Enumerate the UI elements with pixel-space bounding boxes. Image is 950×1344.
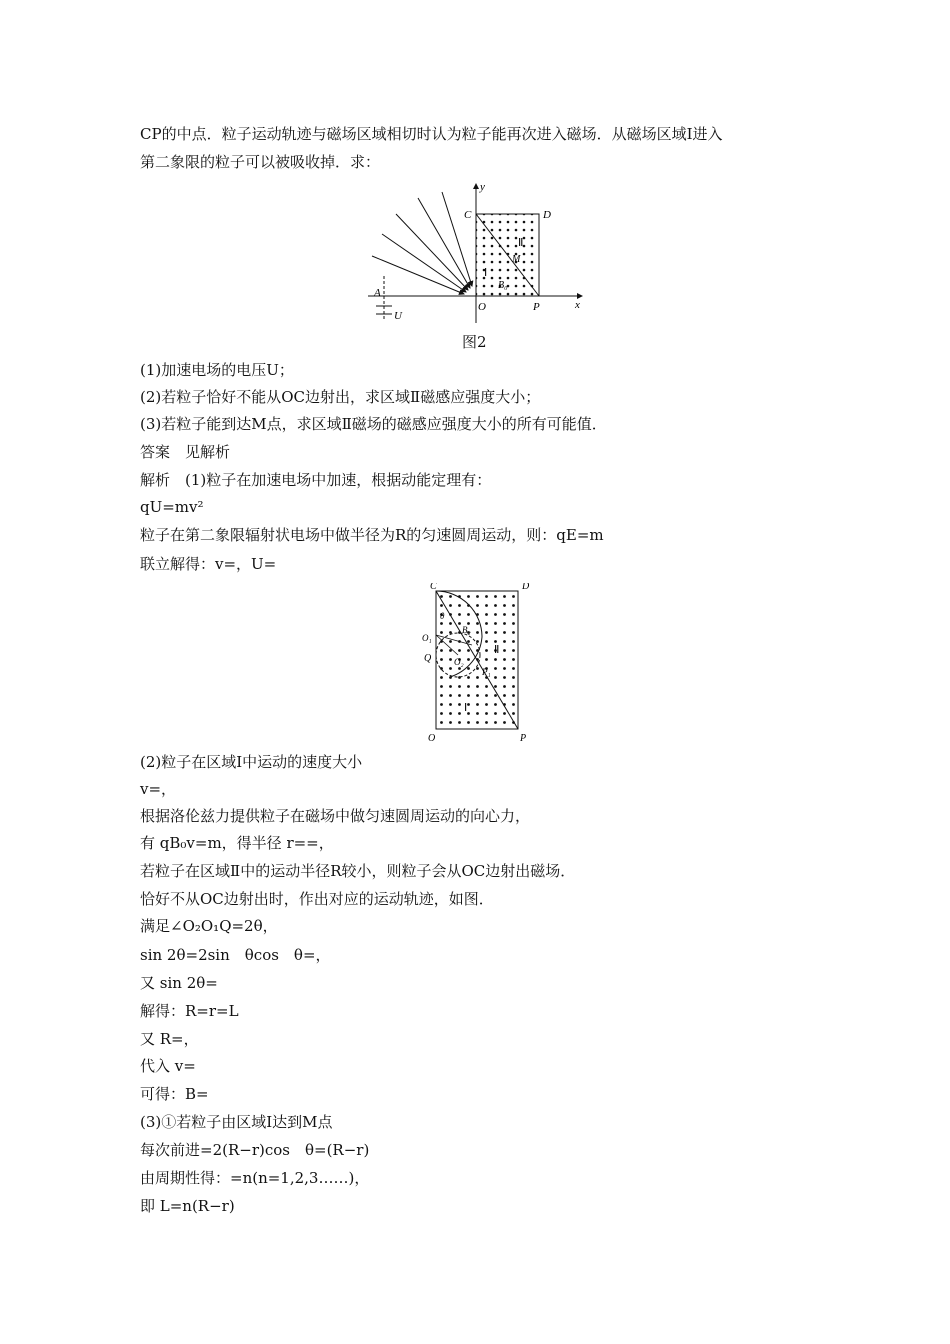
question-2: (2)若粒子恰好不能从OC边射出，求区域Ⅱ磁感应强度大小； (140, 388, 541, 406)
solution-line: 恰好不从OC边射出时，作出对应的运动轨迹，如图． (140, 890, 494, 908)
solution-line: qU=mv² (140, 498, 204, 516)
label-u: U (394, 310, 402, 322)
label-theta: θ (440, 611, 445, 621)
intro-line-1: CP的中点．粒子运动轨迹与磁场区域相切时认为粒子能再次进入磁场．从磁场区域Ⅰ进入 (140, 125, 723, 143)
solution-line: 每次前进=2(R−r)cos θ=(R−r) (140, 1141, 370, 1159)
label-c: C (430, 583, 437, 592)
label-region-ii: Ⅱ (518, 237, 524, 249)
figure-1-diagram (360, 178, 590, 328)
label-region-i: Ⅰ (484, 267, 488, 279)
label-a: A (374, 287, 381, 299)
label-o: O (478, 301, 486, 313)
solution-line: 若粒子在区域Ⅱ中的运动半径R较小，则粒子会从OC边射出磁场． (140, 862, 576, 880)
label-p: P (520, 733, 527, 743)
label-o1: O₁ (422, 633, 432, 643)
solution-line: 联立解得：v=，U= (140, 555, 277, 573)
solution-line: 解得：R=r=L (140, 1002, 239, 1020)
figure-2-diagram (410, 583, 540, 743)
solution-line: 满足∠O₂O₁Q=2θ， (140, 917, 278, 935)
solution-line: 即 L=n(R−r) (140, 1197, 235, 1215)
field-arrow (372, 256, 464, 294)
label-p: P (533, 301, 540, 313)
solution-line: 解析 (1)粒子在加速电场中加速，根据动能定理有： (140, 471, 492, 489)
label-p1: P₁ (482, 667, 491, 677)
field-arrow (418, 198, 470, 288)
intro-line-2: 第二象限的粒子可以被吸收掉．求： (140, 153, 381, 171)
field-arrow (396, 214, 468, 290)
solution-line: 又 sin 2θ= (140, 974, 218, 992)
figure-caption: 图2 (462, 333, 487, 351)
label-o: O (428, 733, 436, 743)
solution-line: sin 2θ=2sin θcos θ=， (140, 946, 331, 964)
field-arrow (382, 234, 466, 292)
label-b2: B₂ (462, 625, 471, 635)
solution-line: 可得：B= (140, 1085, 209, 1103)
solution-line: (2)粒子在区域Ⅰ中运动的速度大小 (140, 753, 363, 771)
label-m: M (512, 254, 521, 265)
solution-line: 粒子在第二象限辐射状电场中做半径为R的匀速圆周运动，则：qE=m (140, 526, 604, 544)
solution-line: 根据洛伦兹力提供粒子在磁场中做匀速圆周运动的向心力， (140, 807, 531, 825)
question-1: (1)加速电场的电压U； (140, 361, 294, 379)
solution-line: 有 qB₀v=m，得半径 r==， (140, 834, 334, 852)
answer-line: 答案 见解析 (140, 443, 231, 461)
field-arrow (442, 192, 472, 286)
label-o2: O₂ (454, 657, 464, 667)
solution-line: v=， (140, 780, 177, 798)
label-d: D (543, 209, 551, 221)
x-axis-label: x (575, 299, 580, 311)
label-region-ii: Ⅱ (494, 644, 500, 656)
question-3: (3)若粒子能到达M点，求区域Ⅱ磁场的磁感应强度大小的所有可能值． (140, 415, 607, 433)
y-axis-label: y (480, 181, 485, 193)
label-b0: B₀ (498, 280, 508, 291)
label-q: Q (424, 653, 432, 664)
solution-line: 由周期性得：=n(n=1,2,3……)， (140, 1169, 370, 1187)
label-c: C (464, 209, 472, 221)
solution-line: 又 R=， (140, 1030, 199, 1048)
label-region-i: Ⅰ (464, 702, 468, 714)
solution-line: (3)①若粒子由区域Ⅰ达到M点 (140, 1113, 333, 1131)
solution-line: 代入 v= (140, 1057, 196, 1075)
label-d: D (522, 583, 530, 592)
